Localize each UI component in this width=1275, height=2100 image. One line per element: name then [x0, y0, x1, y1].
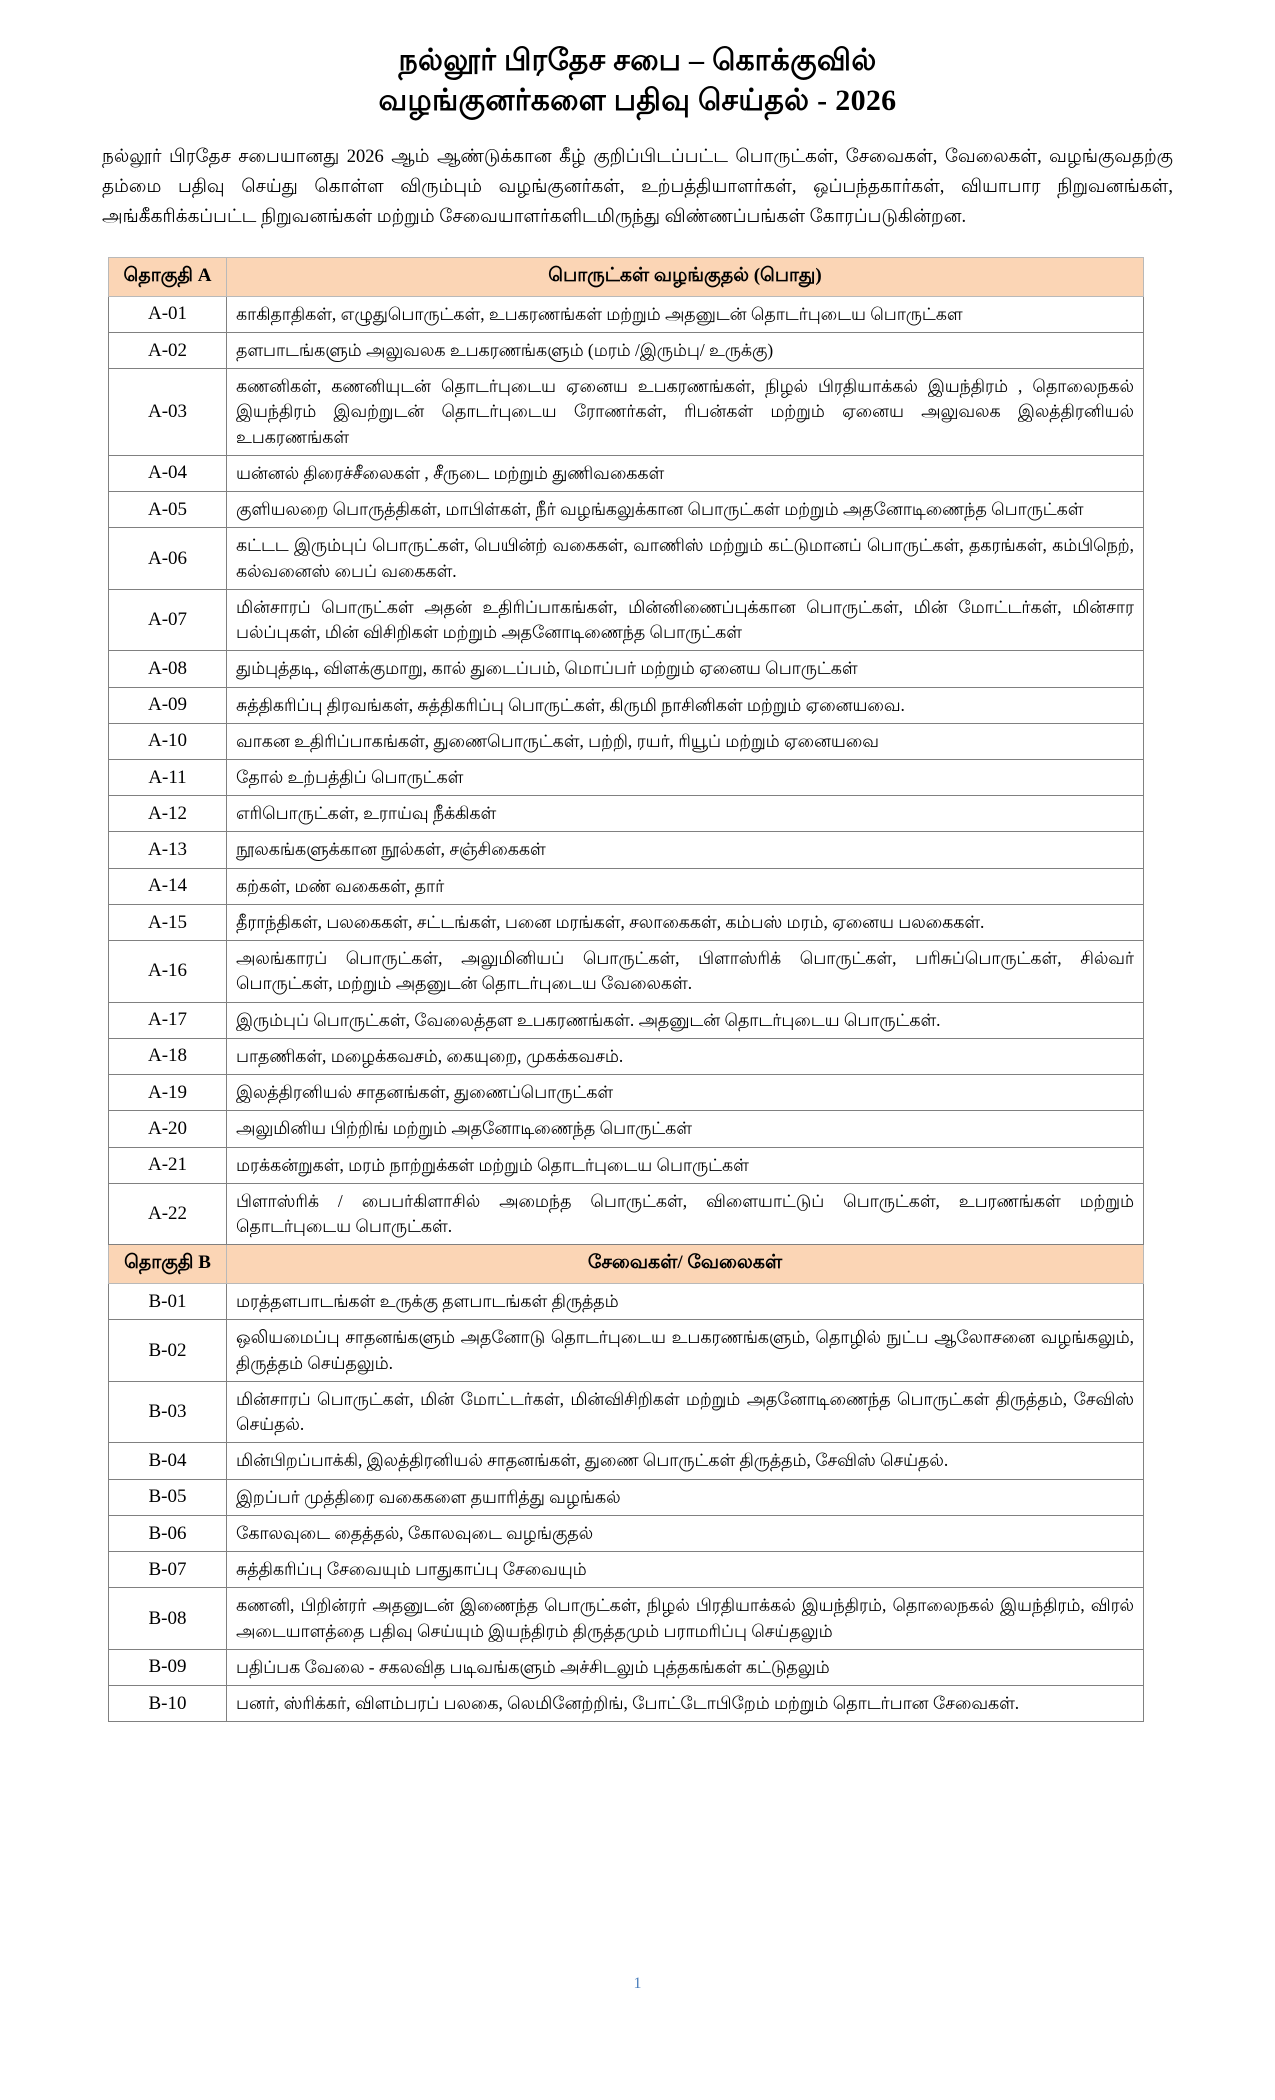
section-header-row: [109, 1245, 1144, 1284]
item-description: கோலவுடை தைத்தல், கோலவுடை வழங்குதல்: [227, 1515, 1144, 1551]
section-title: பொருட்கள் வழங்குதல் (பொது): [227, 257, 1144, 296]
page-title-line-2: வழங்குனர்களை பதிவு செய்தல் - 2026: [378, 84, 897, 118]
item-description: தீராந்திகள், பலகைகள், சட்டங்கள், பனை மரங்கள், சலாகைகள், கம்பஸ் மரம், ஏனைய பலகைகள்.: [227, 904, 1144, 940]
item-description: கணனி, பிறின்ரர் அதனுடன் இணைந்த பொருட்கள், நிழல் பிரதியாக்கல் இயந்திரம், தொலைநகல் இயந்திரம், விரல் அடையாளத்தை பதிவு செய்யும் இயந்திரம் திருத்தமும் பராமரிப்பு செய்தலும்: [227, 1588, 1144, 1649]
item-description: கற்கள், மண் வகைகள், தார்: [227, 868, 1144, 904]
item-code: A-11: [109, 759, 227, 795]
table-row: [109, 1147, 1144, 1183]
item-code: A-08: [109, 651, 227, 687]
item-code: A-03: [109, 369, 227, 456]
table-row: [109, 1552, 1144, 1588]
table-row: [109, 1479, 1144, 1515]
table-row: [109, 868, 1144, 904]
item-description: எரிபொருட்கள், உராய்வு நீக்கிகள்: [227, 796, 1144, 832]
table-row: [109, 492, 1144, 528]
item-description: வாகன உதிரிப்பாகங்கள், துணைபொருட்கள், பற்றி, ரயர், ரியூப் மற்றும் ஏனையவை: [227, 723, 1144, 759]
table-row: [109, 1111, 1144, 1147]
item-code: B-05: [109, 1479, 227, 1515]
item-description: சுத்திகரிப்பு சேவையும் பாதுகாப்பு சேவையும்: [227, 1552, 1144, 1588]
section-code: தொகுதி A: [109, 257, 227, 296]
item-code: A-15: [109, 904, 227, 940]
item-code: B-08: [109, 1588, 227, 1649]
item-code: A-21: [109, 1147, 227, 1183]
table-row: [109, 1320, 1144, 1381]
table-row: [109, 904, 1144, 940]
page-title-line-1: நல்லூர் பிரதேச சபை – கொக்குவில்: [398, 44, 877, 77]
table-row: [109, 941, 1144, 1002]
table-row: [109, 332, 1144, 368]
table-row: [109, 1588, 1144, 1649]
item-description: கட்டட இரும்புப் பொருட்கள், பெயின்ற் வகைகள், வாணிஸ் மற்றும் கட்டுமானப் பொருட்கள், தகரங்கள், கம்பிநெற், கல்வனைஸ் பைப் வகைகள்.: [227, 528, 1144, 589]
item-code: A-12: [109, 796, 227, 832]
item-description: மின்சாரப் பொருட்கள் அதன் உதிரிப்பாகங்கள், மின்னிணைப்புக்கான பொருட்கள், மின் மோட்டர்கள், மின்சார பல்ப்புகள், மின் விசிறிகள் மற்றும் அதனோடிணைந்த பொருட்கள்: [227, 589, 1144, 650]
item-description: தும்புத்தடி, விளக்குமாறு, கால் துடைப்பம், மொப்பர் மற்றும் ஏனைய பொருட்கள்: [227, 651, 1144, 687]
item-code: A-22: [109, 1183, 227, 1244]
item-description: மின்சாரப் பொருட்கள், மின் மோட்டர்கள், மின்விசிறிகள் மற்றும் அதனோடிணைந்த பொருட்கள் திருத்தம், சேவிஸ் செய்தல்.: [227, 1381, 1144, 1442]
item-description: இரும்புப் பொருட்கள், வேலைத்தள உபகரணங்கள். அதனுடன் தொடர்புடைய பொருட்கள்.: [227, 1002, 1144, 1038]
item-description: மரத்தளபாடங்கள் உருக்கு தளபாடங்கள் திருத்தம்: [227, 1284, 1144, 1320]
item-code: A-02: [109, 332, 227, 368]
item-code: A-05: [109, 492, 227, 528]
item-code: A-07: [109, 589, 227, 650]
item-code: B-04: [109, 1443, 227, 1479]
item-code: A-20: [109, 1111, 227, 1147]
intro-paragraph: நல்லூர் பிரதேச சபையானது 2026 ஆம் ஆண்டுக்கான கீழ் குறிப்பிடப்பட்ட பொருட்கள், சேவைகள், வேலைகள், வழங்குவதற்கு தம்மை பதிவு செய்து கொள்ள விரும்பும் வழங்குனர்கள், உற்பத்தியாளர்கள், ஒப்பந்தகார்கள், வியாபார நிறுவனங்கள், அங்கீகரிக்கப்பட்ட நிறுவனங்கள் மற்றும் சேவையாளர்களிடமிருந்து விண்ணப்பங்கள் கோரப்படுகின்றன.: [102, 146, 1173, 227]
item-code: A-04: [109, 455, 227, 491]
item-description: பனர், ஸ்ரிக்கர், விளம்பரப் பலகை, லெமினேற்றிங், போட்டோபிறேம் மற்றும் தொடர்பான சேவைகள்.: [227, 1686, 1144, 1722]
table-row: [109, 796, 1144, 832]
section-header-row: [109, 257, 1144, 296]
categories-table-body: [109, 257, 1144, 1722]
item-code: B-09: [109, 1649, 227, 1685]
item-description: இலத்திரனியல் சாதனங்கள், துணைப்பொருட்கள்: [227, 1075, 1144, 1111]
item-code: A-19: [109, 1075, 227, 1111]
item-description: அலங்காரப் பொருட்கள், அலுமினியப் பொருட்கள், பிளாஸ்ரிக் பொருட்கள், பரிசுப்பொருட்கள், சில்வர் பொருட்கள், மற்றும் அதனுடன் தொடர்புடைய வேலைகள்.: [227, 941, 1144, 1002]
item-description: பாதணிகள், மழைக்கவசம், கையுறை, முகக்கவசம்.: [227, 1038, 1144, 1074]
item-code: B-01: [109, 1284, 227, 1320]
item-code: A-01: [109, 296, 227, 332]
item-code: B-03: [109, 1381, 227, 1442]
item-description: ஒலியமைப்பு சாதனங்களும் அதனோடு தொடர்புடைய உபகரணங்களும், தொழில் நுட்ப ஆலோசனை வழங்கலும், திருத்தம் செய்தலும்.: [227, 1320, 1144, 1381]
section-title: சேவைகள்/ வேலைகள்: [227, 1245, 1144, 1284]
item-description: இறப்பர் முத்திரை வகைகளை தயாரித்து வழங்கல்: [227, 1479, 1144, 1515]
table-row: [109, 1686, 1144, 1722]
item-code: B-02: [109, 1320, 227, 1381]
table-row: [109, 455, 1144, 491]
table-row: [109, 1002, 1144, 1038]
item-description: மின்பிறப்பாக்கி, இலத்திரனியல் சாதனங்கள், துணை பொருட்கள் திருத்தம், சேவிஸ் செய்தல்.: [227, 1443, 1144, 1479]
table-row: [109, 1443, 1144, 1479]
item-code: A-17: [109, 1002, 227, 1038]
table-row: [109, 1038, 1144, 1074]
table-row: [109, 1515, 1144, 1551]
table-row: [109, 1075, 1144, 1111]
item-code: A-16: [109, 941, 227, 1002]
table-row: [109, 1649, 1144, 1685]
item-code: A-10: [109, 723, 227, 759]
item-code: B-06: [109, 1515, 227, 1551]
item-description: சுத்திகரிப்பு திரவங்கள், சுத்திகரிப்பு பொருட்கள், கிருமி நாசினிகள் மற்றும் ஏனையவை.: [227, 687, 1144, 723]
table-row: [109, 296, 1144, 332]
item-description: மரக்கன்றுகள், மரம் நாற்றுக்கள் மற்றும் தொடர்புடைய பொருட்கள்: [227, 1147, 1144, 1183]
page-number: 1: [633, 1975, 642, 1992]
table-row: [109, 589, 1144, 650]
table-row: [109, 759, 1144, 795]
item-code: A-13: [109, 832, 227, 868]
item-description: கணனிகள், கணனியுடன் தொடர்புடைய ஏனைய உபகரணங்கள், நிழல் பிரதியாக்கல் இயந்திரம் , தொலைநகல் இயந்திரம் இவற்றுடன் தொடர்புடைய ரோணர்கள், ரிபன்கள் மற்றும் ஏனைய அலுவலக இலத்திரனியல் உபகரணங்கள்: [227, 369, 1144, 456]
item-code: B-07: [109, 1552, 227, 1588]
item-description: தோல் உற்பத்திப் பொருட்கள்: [227, 759, 1144, 795]
table-row: [109, 1381, 1144, 1442]
item-code: A-14: [109, 868, 227, 904]
table-row: [109, 1183, 1144, 1244]
table-row: [109, 369, 1144, 456]
item-description: யன்னல் திரைச்சீலைகள் , சீருடை மற்றும் துணிவகைகள்: [227, 455, 1144, 491]
item-code: A-06: [109, 528, 227, 589]
table-row: [109, 723, 1144, 759]
item-code: A-09: [109, 687, 227, 723]
table-row: [109, 832, 1144, 868]
section-code: தொகுதி B: [109, 1245, 227, 1284]
item-description: குளியலறை பொருத்திகள், மாபிள்கள், நீர் வழங்கலுக்கான பொருட்கள் மற்றும் அதனோடிணைந்த பொருட்கள்: [227, 492, 1144, 528]
item-description: அலுமினிய பிற்றிங் மற்றும் அதனோடிணைந்த பொருட்கள்: [227, 1111, 1144, 1147]
item-code: A-18: [109, 1038, 227, 1074]
categories-table: [108, 257, 1144, 1723]
page-title: [100, 42, 1175, 121]
item-description: தளபாடங்களும் அலுவலக உபகரணங்களும் (மரம் /இரும்பு/ உருக்கு): [227, 332, 1144, 368]
table-row: [109, 687, 1144, 723]
item-description: பதிப்பக வேலை - சகலவித படிவங்களும் அச்சிடலும் புத்தகங்கள் கட்டுதலும்: [227, 1649, 1144, 1685]
item-code: B-10: [109, 1686, 227, 1722]
item-description: நூலகங்களுக்கான நூல்கள், சஞ்சிகைகள்: [227, 832, 1144, 868]
table-row: [109, 528, 1144, 589]
item-description: பிளாஸ்ரிக் / பைபர்கிளாசில் அமைந்த பொருட்கள், விளையாட்டுப் பொருட்கள், உபரணங்கள் மற்றும் தொடர்புடைய பொருட்கள்.: [227, 1183, 1144, 1244]
table-row: [109, 651, 1144, 687]
table-row: [109, 1284, 1144, 1320]
item-description: காகிதாதிகள், எழுதுபொருட்கள், உபகரணங்கள் மற்றும் அதனுடன் தொடர்புடைய பொருட்கள: [227, 296, 1144, 332]
